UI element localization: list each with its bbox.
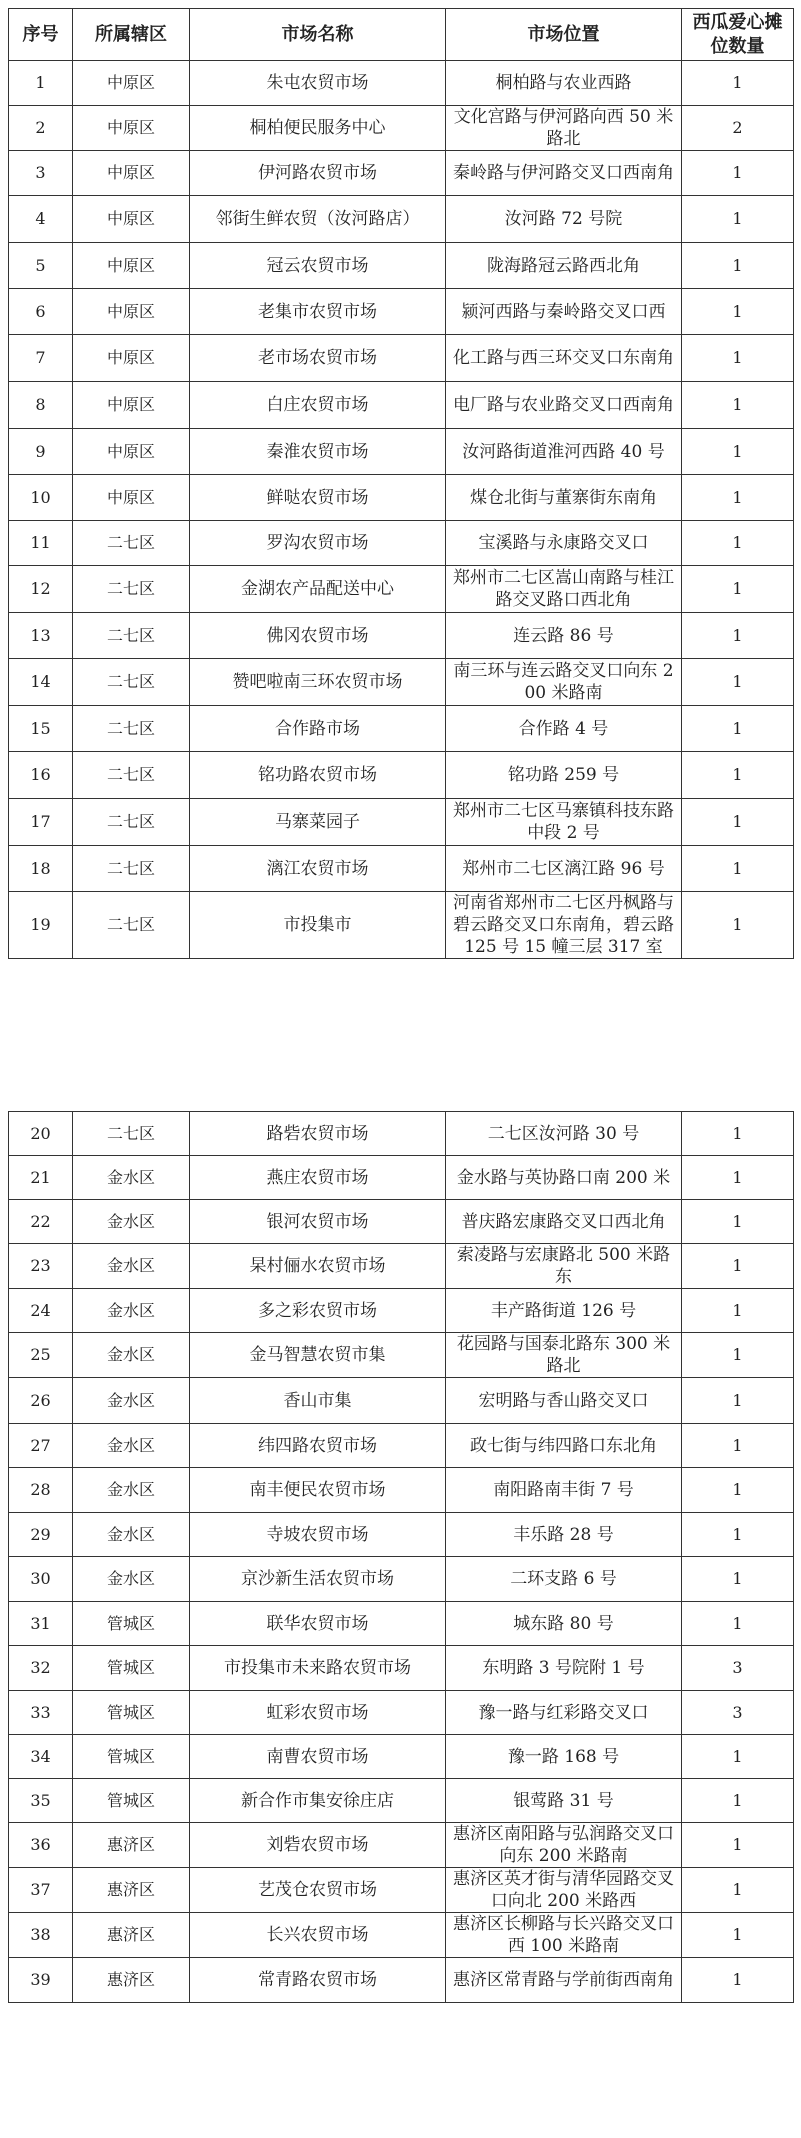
header-name: 市场名称	[190, 9, 446, 61]
cell-location: 宝溪路与永康路交叉口	[446, 521, 682, 566]
cell-market-name: 纬四路农贸市场	[190, 1424, 446, 1468]
cell-stall-count: 1	[682, 61, 794, 106]
cell-stall-count: 1	[682, 1289, 794, 1333]
cell-location: 丰乐路 28 号	[446, 1513, 682, 1557]
cell-no: 25	[9, 1333, 73, 1378]
table-row	[9, 1823, 794, 1868]
table-row	[9, 1735, 794, 1779]
cell-market-name: 秦淮农贸市场	[190, 429, 446, 475]
cell-location: 颍河西路与秦岭路交叉口西	[446, 289, 682, 335]
cell-district: 管城区	[73, 1646, 190, 1691]
cell-stall-count: 1	[682, 196, 794, 243]
cell-market-name: 常青路农贸市场	[190, 1958, 446, 2003]
cell-market-name: 寺坡农贸市场	[190, 1513, 446, 1557]
cell-no: 31	[9, 1602, 73, 1646]
cell-location: 普庆路宏康路交叉口西北角	[446, 1200, 682, 1244]
cell-market-name: 老市场农贸市场	[190, 335, 446, 382]
cell-no: 26	[9, 1378, 73, 1424]
cell-no: 13	[9, 613, 73, 659]
market-table-part-2	[8, 1111, 794, 2003]
cell-stall-count: 1	[682, 846, 794, 892]
cell-stall-count: 1	[682, 1958, 794, 2003]
table-row	[9, 1156, 794, 1200]
cell-district: 二七区	[73, 706, 190, 752]
header-count: 西瓜爱心摊位数量	[682, 9, 794, 61]
table-row	[9, 382, 794, 429]
cell-location: 汝河路街道淮河西路 40 号	[446, 429, 682, 475]
cell-stall-count: 1	[682, 1823, 794, 1868]
cell-district: 中原区	[73, 106, 190, 151]
cell-stall-count: 1	[682, 429, 794, 475]
table-row	[9, 243, 794, 289]
cell-stall-count: 1	[682, 243, 794, 289]
cell-location: 东明路 3 号院附 1 号	[446, 1646, 682, 1691]
table-row	[9, 61, 794, 106]
cell-stall-count: 1	[682, 1868, 794, 1913]
cell-market-name: 马寨菜园子	[190, 799, 446, 846]
table-row	[9, 613, 794, 659]
cell-location: 连云路 86 号	[446, 613, 682, 659]
cell-district: 中原区	[73, 335, 190, 382]
cell-stall-count: 1	[682, 706, 794, 752]
cell-market-name: 朱屯农贸市场	[190, 61, 446, 106]
table-row	[9, 1513, 794, 1557]
table-row	[9, 752, 794, 799]
cell-district: 二七区	[73, 799, 190, 846]
cell-stall-count: 3	[682, 1691, 794, 1735]
cell-location: 南阳路南丰街 7 号	[446, 1468, 682, 1513]
cell-no: 35	[9, 1779, 73, 1823]
cell-no: 16	[9, 752, 73, 799]
table-row	[9, 1779, 794, 1823]
cell-stall-count: 1	[682, 659, 794, 706]
table-row	[9, 196, 794, 243]
cell-stall-count: 1	[682, 1424, 794, 1468]
cell-district: 中原区	[73, 429, 190, 475]
cell-district: 二七区	[73, 613, 190, 659]
cell-district: 惠济区	[73, 1958, 190, 2003]
table-row	[9, 1424, 794, 1468]
cell-district: 金水区	[73, 1424, 190, 1468]
cell-market-name: 市投集市未来路农贸市场	[190, 1646, 446, 1691]
cell-no: 21	[9, 1156, 73, 1200]
cell-location: 秦岭路与伊河路交叉口西南角	[446, 151, 682, 196]
cell-district: 金水区	[73, 1289, 190, 1333]
cell-district: 二七区	[73, 846, 190, 892]
table-row	[9, 566, 794, 613]
cell-stall-count: 1	[682, 1913, 794, 1958]
cell-location: 二环支路 6 号	[446, 1557, 682, 1602]
cell-stall-count: 1	[682, 521, 794, 566]
cell-market-name: 南丰便民农贸市场	[190, 1468, 446, 1513]
cell-district: 金水区	[73, 1557, 190, 1602]
cell-no: 1	[9, 61, 73, 106]
cell-location: 政七街与纬四路口东北角	[446, 1424, 682, 1468]
cell-no: 28	[9, 1468, 73, 1513]
cell-no: 32	[9, 1646, 73, 1691]
cell-no: 11	[9, 521, 73, 566]
cell-no: 38	[9, 1913, 73, 1958]
cell-stall-count: 1	[682, 1378, 794, 1424]
cell-no: 23	[9, 1244, 73, 1289]
cell-stall-count: 1	[682, 151, 794, 196]
cell-stall-count: 1	[682, 752, 794, 799]
cell-stall-count: 2	[682, 106, 794, 151]
cell-district: 二七区	[73, 892, 190, 959]
cell-no: 30	[9, 1557, 73, 1602]
cell-no: 36	[9, 1823, 73, 1868]
cell-stall-count: 1	[682, 1156, 794, 1200]
table-row	[9, 289, 794, 335]
cell-location: 南三环与连云路交叉口向东 200 米路南	[446, 659, 682, 706]
cell-no: 9	[9, 429, 73, 475]
cell-district: 二七区	[73, 521, 190, 566]
cell-district: 管城区	[73, 1735, 190, 1779]
cell-location: 金水路与英协路口南 200 米	[446, 1156, 682, 1200]
cell-no: 3	[9, 151, 73, 196]
cell-market-name: 杲村俪水农贸市场	[190, 1244, 446, 1289]
cell-market-name: 伊河路农贸市场	[190, 151, 446, 196]
cell-location: 豫一路 168 号	[446, 1735, 682, 1779]
table-row	[9, 429, 794, 475]
table-row	[9, 799, 794, 846]
table-row	[9, 1468, 794, 1513]
cell-stall-count: 1	[682, 892, 794, 959]
cell-stall-count: 1	[682, 1557, 794, 1602]
cell-market-name: 合作路市场	[190, 706, 446, 752]
cell-market-name: 刘砦农贸市场	[190, 1823, 446, 1868]
cell-stall-count: 1	[682, 475, 794, 521]
cell-market-name: 赞吧啦南三环农贸市场	[190, 659, 446, 706]
table-header-row	[9, 9, 794, 61]
cell-location: 桐柏路与农业西路	[446, 61, 682, 106]
cell-market-name: 桐柏便民服务中心	[190, 106, 446, 151]
cell-market-name: 新合作市集安徐庄店	[190, 1779, 446, 1823]
header-no: 序号	[9, 9, 73, 61]
cell-district: 中原区	[73, 382, 190, 429]
cell-district: 金水区	[73, 1333, 190, 1378]
cell-district: 惠济区	[73, 1913, 190, 1958]
cell-district: 中原区	[73, 475, 190, 521]
table-row	[9, 1958, 794, 2003]
cell-location: 汝河路 72 号院	[446, 196, 682, 243]
cell-district: 管城区	[73, 1602, 190, 1646]
cell-market-name: 香山市集	[190, 1378, 446, 1424]
cell-district: 金水区	[73, 1468, 190, 1513]
cell-stall-count: 1	[682, 1200, 794, 1244]
cell-location: 花园路与国泰北路东 300 米路北	[446, 1333, 682, 1378]
cell-district: 金水区	[73, 1156, 190, 1200]
cell-location: 文化宫路与伊河路向西 50 米路北	[446, 106, 682, 151]
cell-no: 37	[9, 1868, 73, 1913]
table-row	[9, 1691, 794, 1735]
cell-stall-count: 3	[682, 1646, 794, 1691]
cell-district: 二七区	[73, 659, 190, 706]
cell-market-name: 铭功路农贸市场	[190, 752, 446, 799]
cell-district: 管城区	[73, 1779, 190, 1823]
table-row	[9, 1646, 794, 1691]
cell-district: 惠济区	[73, 1868, 190, 1913]
cell-no: 17	[9, 799, 73, 846]
cell-location: 铭功路 259 号	[446, 752, 682, 799]
cell-location: 合作路 4 号	[446, 706, 682, 752]
table-row	[9, 1913, 794, 1958]
cell-location: 郑州市二七区马寨镇科技东路中段 2 号	[446, 799, 682, 846]
cell-location: 惠济区长柳路与长兴路交叉口西 100 米路南	[446, 1913, 682, 1958]
cell-market-name: 罗沟农贸市场	[190, 521, 446, 566]
cell-stall-count: 1	[682, 382, 794, 429]
cell-district: 中原区	[73, 61, 190, 106]
cell-stall-count: 1	[682, 289, 794, 335]
cell-market-name: 邻街生鲜农贸（汝河路店）	[190, 196, 446, 243]
table-row	[9, 1557, 794, 1602]
cell-no: 34	[9, 1735, 73, 1779]
cell-no: 33	[9, 1691, 73, 1735]
cell-location: 郑州市二七区嵩山南路与桂江路交叉路口西北角	[446, 566, 682, 613]
cell-no: 14	[9, 659, 73, 706]
cell-no: 18	[9, 846, 73, 892]
cell-location: 化工路与西三环交叉口东南角	[446, 335, 682, 382]
cell-market-name: 老集市农贸市场	[190, 289, 446, 335]
cell-location: 郑州市二七区漓江路 96 号	[446, 846, 682, 892]
cell-location: 河南省郑州市二七区丹枫路与碧云路交叉口东南角，碧云路 125 号 15 幢三层 317 室	[446, 892, 682, 959]
table-row	[9, 1333, 794, 1378]
cell-no: 19	[9, 892, 73, 959]
cell-district: 管城区	[73, 1691, 190, 1735]
cell-market-name: 京沙新生活农贸市场	[190, 1557, 446, 1602]
cell-market-name: 联华农贸市场	[190, 1602, 446, 1646]
table-row	[9, 659, 794, 706]
cell-no: 15	[9, 706, 73, 752]
cell-stall-count: 1	[682, 1779, 794, 1823]
cell-location: 二七区汝河路 30 号	[446, 1112, 682, 1156]
table-row	[9, 1289, 794, 1333]
cell-no: 27	[9, 1424, 73, 1468]
market-table-part-1	[8, 8, 794, 959]
cell-location: 索凌路与宏康路北 500 米路东	[446, 1244, 682, 1289]
header-district: 所属辖区	[73, 9, 190, 61]
cell-market-name: 艺茂仓农贸市场	[190, 1868, 446, 1913]
table-row	[9, 706, 794, 752]
cell-no: 2	[9, 106, 73, 151]
table-row	[9, 1244, 794, 1289]
cell-stall-count: 1	[682, 1333, 794, 1378]
cell-location: 丰产路街道 126 号	[446, 1289, 682, 1333]
cell-location: 陇海路冠云路西北角	[446, 243, 682, 289]
cell-location: 煤仓北街与董寨街东南角	[446, 475, 682, 521]
table-row	[9, 1378, 794, 1424]
cell-no: 22	[9, 1200, 73, 1244]
header-location: 市场位置	[446, 9, 682, 61]
cell-market-name: 长兴农贸市场	[190, 1913, 446, 1958]
cell-market-name: 鲜哒农贸市场	[190, 475, 446, 521]
cell-stall-count: 1	[682, 799, 794, 846]
cell-no: 6	[9, 289, 73, 335]
table-row	[9, 335, 794, 382]
cell-district: 中原区	[73, 196, 190, 243]
table-row	[9, 521, 794, 566]
cell-market-name: 佛冈农贸市场	[190, 613, 446, 659]
cell-no: 4	[9, 196, 73, 243]
cell-stall-count: 1	[682, 1468, 794, 1513]
table-row	[9, 106, 794, 151]
cell-no: 39	[9, 1958, 73, 2003]
cell-market-name: 市投集市	[190, 892, 446, 959]
cell-location: 惠济区英才街与清华园路交叉口向北 200 米路西	[446, 1868, 682, 1913]
cell-market-name: 多之彩农贸市场	[190, 1289, 446, 1333]
table-row	[9, 151, 794, 196]
cell-district: 中原区	[73, 289, 190, 335]
cell-district: 二七区	[73, 752, 190, 799]
cell-market-name: 南曹农贸市场	[190, 1735, 446, 1779]
cell-location: 豫一路与红彩路交叉口	[446, 1691, 682, 1735]
cell-market-name: 虹彩农贸市场	[190, 1691, 446, 1735]
cell-stall-count: 1	[682, 1513, 794, 1557]
cell-district: 金水区	[73, 1513, 190, 1557]
cell-stall-count: 1	[682, 566, 794, 613]
cell-market-name: 冠云农贸市场	[190, 243, 446, 289]
cell-district: 惠济区	[73, 1823, 190, 1868]
cell-district: 二七区	[73, 1112, 190, 1156]
cell-district: 中原区	[73, 151, 190, 196]
cell-location: 惠济区南阳路与弘润路交叉口向东 200 米路南	[446, 1823, 682, 1868]
cell-market-name: 路砦农贸市场	[190, 1112, 446, 1156]
cell-stall-count: 1	[682, 1244, 794, 1289]
table-row	[9, 1112, 794, 1156]
cell-market-name: 漓江农贸市场	[190, 846, 446, 892]
table-row	[9, 1868, 794, 1913]
cell-location: 惠济区常青路与学前街西南角	[446, 1958, 682, 2003]
cell-no: 12	[9, 566, 73, 613]
cell-district: 金水区	[73, 1244, 190, 1289]
table-row	[9, 846, 794, 892]
table-row	[9, 1602, 794, 1646]
table-row	[9, 892, 794, 959]
cell-no: 5	[9, 243, 73, 289]
cell-district: 金水区	[73, 1200, 190, 1244]
cell-no: 8	[9, 382, 73, 429]
cell-location: 银莺路 31 号	[446, 1779, 682, 1823]
cell-market-name: 银河农贸市场	[190, 1200, 446, 1244]
cell-stall-count: 1	[682, 1602, 794, 1646]
cell-stall-count: 1	[682, 613, 794, 659]
cell-district: 中原区	[73, 243, 190, 289]
cell-market-name: 燕庄农贸市场	[190, 1156, 446, 1200]
cell-stall-count: 1	[682, 1735, 794, 1779]
cell-district: 二七区	[73, 566, 190, 613]
cell-location: 城东路 80 号	[446, 1602, 682, 1646]
cell-stall-count: 1	[682, 335, 794, 382]
cell-no: 10	[9, 475, 73, 521]
cell-market-name: 金湖农产品配送中心	[190, 566, 446, 613]
cell-no: 24	[9, 1289, 73, 1333]
cell-location: 宏明路与香山路交叉口	[446, 1378, 682, 1424]
cell-stall-count: 1	[682, 1112, 794, 1156]
cell-location: 电厂路与农业路交叉口西南角	[446, 382, 682, 429]
table-row	[9, 475, 794, 521]
cell-no: 7	[9, 335, 73, 382]
cell-market-name: 金马智慧农贸市集	[190, 1333, 446, 1378]
cell-no: 20	[9, 1112, 73, 1156]
cell-market-name: 白庄农贸市场	[190, 382, 446, 429]
cell-no: 29	[9, 1513, 73, 1557]
cell-district: 金水区	[73, 1378, 190, 1424]
table-row	[9, 1200, 794, 1244]
